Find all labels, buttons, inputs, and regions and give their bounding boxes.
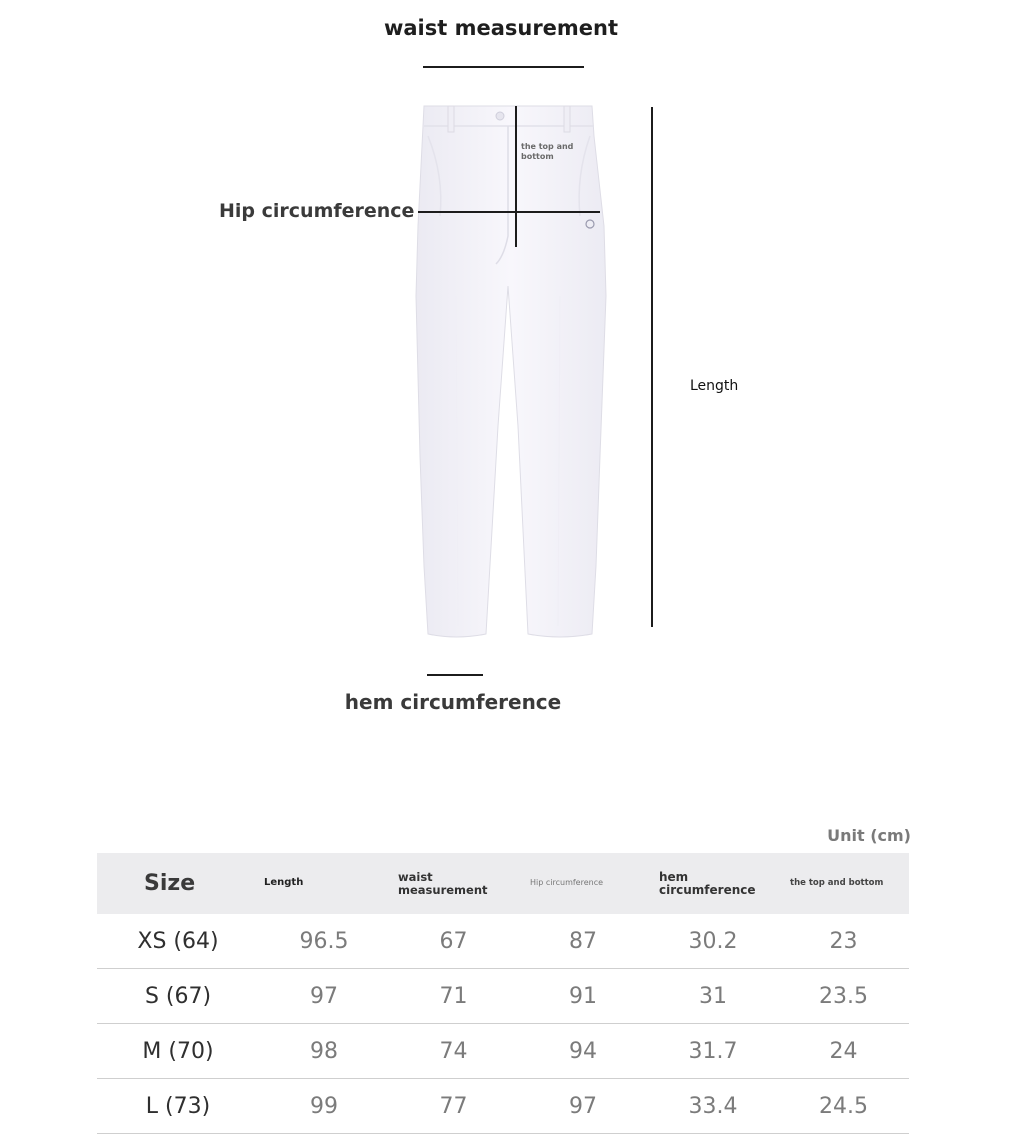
cell-hem: 30.2	[648, 914, 778, 969]
rise-measurement-label: the top and bottom	[521, 142, 574, 161]
pants-illustration	[400, 96, 620, 646]
table-row	[97, 1024, 909, 1079]
cell-hip: 91	[518, 969, 648, 1024]
cell-hip: 87	[518, 914, 648, 969]
header-hem: hem circumference	[648, 853, 778, 914]
cell-size: M (70)	[97, 1024, 259, 1079]
cell-size: S (67)	[97, 969, 259, 1024]
header-length: Length	[259, 853, 389, 914]
cell-rise: 24.5	[778, 1079, 909, 1134]
table-row	[97, 969, 909, 1024]
cell-waist: 74	[389, 1024, 518, 1079]
cell-length: 96.5	[259, 914, 389, 969]
cell-hem: 31.7	[648, 1024, 778, 1079]
header-rise: the top and bottom	[778, 853, 909, 914]
cell-hem: 31	[648, 969, 778, 1024]
cell-size: XS (64)	[97, 914, 259, 969]
length-measurement-line	[651, 107, 653, 627]
cell-waist: 67	[389, 914, 518, 969]
cell-length: 99	[259, 1079, 389, 1134]
cell-waist: 77	[389, 1079, 518, 1134]
waist-measurement-line	[423, 66, 584, 68]
header-size: Size	[97, 853, 259, 914]
cell-hem: 33.4	[648, 1079, 778, 1134]
cell-rise: 23.5	[778, 969, 909, 1024]
cell-rise: 24	[778, 1024, 909, 1079]
table-header-row	[97, 853, 909, 914]
length-label: Length	[690, 378, 739, 394]
cell-waist: 71	[389, 969, 518, 1024]
cell-size: L (73)	[97, 1079, 259, 1134]
hem-circumference-label: hem circumference	[344, 690, 562, 714]
header-hip: Hip circumference	[518, 853, 648, 914]
header-waist: waist measurement	[389, 853, 518, 914]
cell-hip: 94	[518, 1024, 648, 1079]
table-row	[97, 914, 909, 969]
size-chart-table	[97, 853, 909, 1134]
table-row	[97, 1079, 909, 1134]
rise-measurement-line	[515, 106, 517, 247]
hem-measurement-line	[427, 674, 483, 676]
cell-length: 98	[259, 1024, 389, 1079]
unit-label: Unit (cm)	[827, 826, 911, 845]
cell-hip: 97	[518, 1079, 648, 1134]
hip-measurement-line	[418, 211, 600, 213]
waist-measurement-label: waist measurement	[383, 16, 619, 40]
cell-rise: 23	[778, 914, 909, 969]
cell-length: 97	[259, 969, 389, 1024]
hip-circumference-label: Hip circumference	[219, 200, 415, 222]
